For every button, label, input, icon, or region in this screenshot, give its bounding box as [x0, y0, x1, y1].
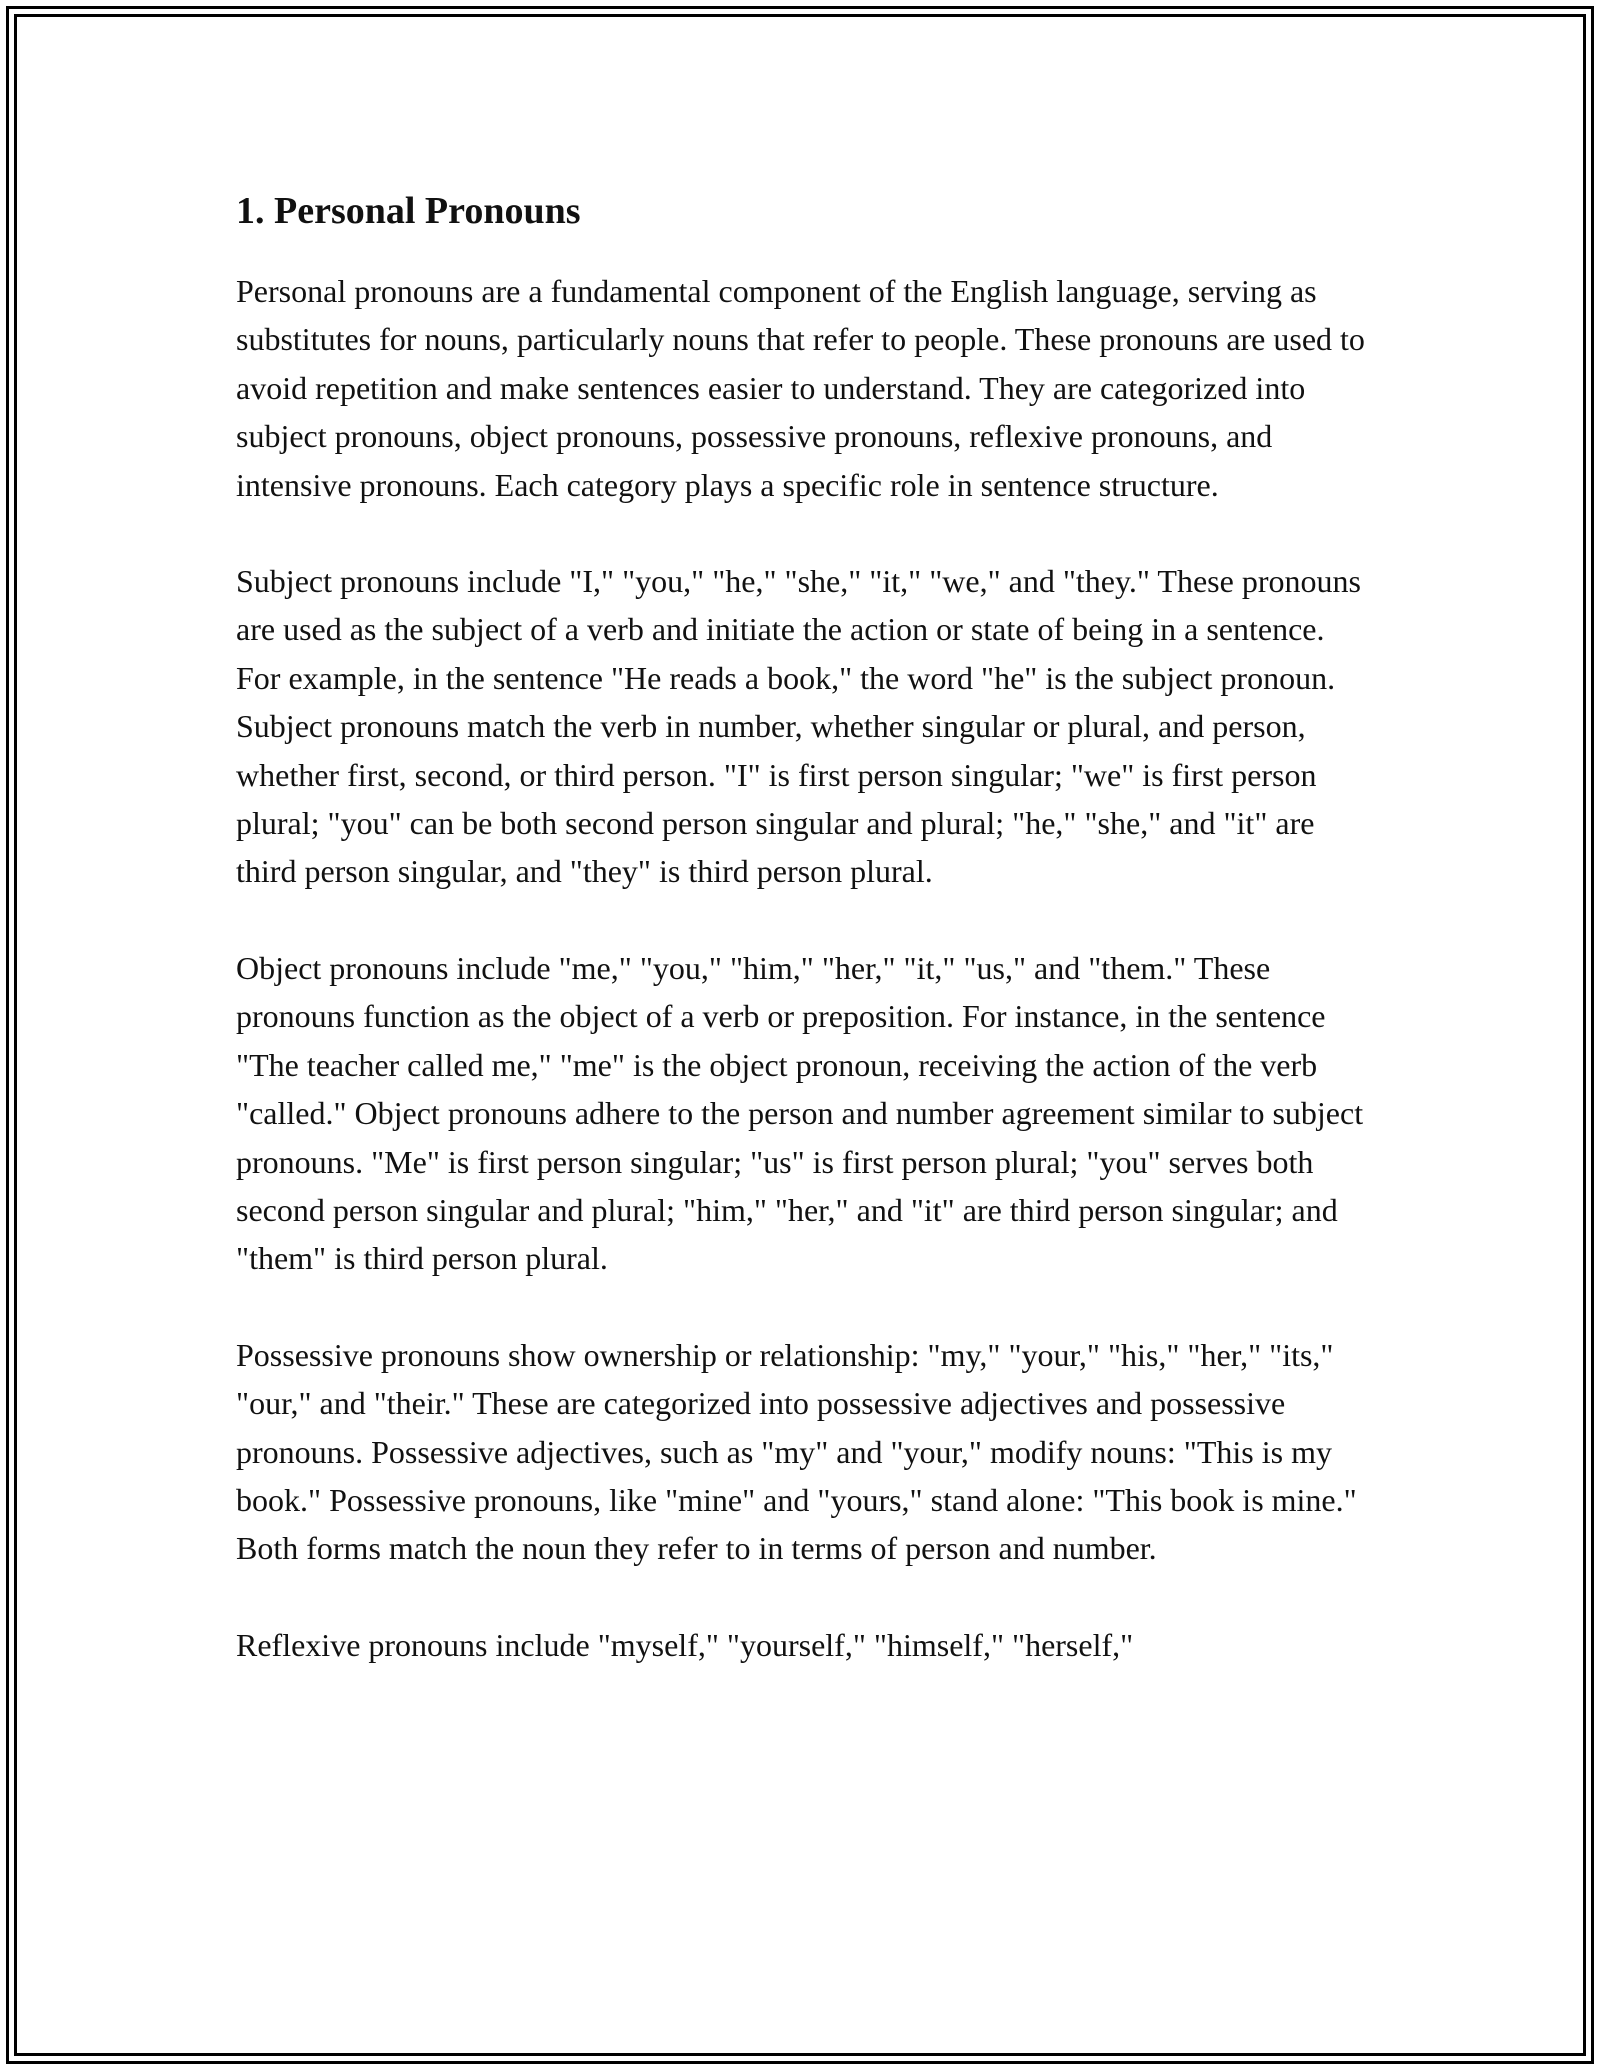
paragraph-reflexive-pronouns: Reflexive pronouns include "myself," "yourself," "himself," "herself,"	[236, 1626, 1134, 1663]
paragraph-intro: Personal pronouns are a fundamental component of the English language, serving as substitutes for nouns, particularly nouns that refer to people. These pronouns are used to avoid repetition and make sentences easier to understand. They are categorized into subject pronouns, object pronouns, possessive pronouns, reflexive pronouns, and intensive pronouns. Each category plays a specific role in sentence structure.	[236, 273, 1365, 503]
paragraph-possessive-pronouns: Possessive pronouns show ownership or relationship: "my," "your," "his," "her," "its," "our," and "their." These are categorized into possessive adjectives and possessive pronouns. Possessive adjectives, such as "my" and "your," modify nouns: "This is my book." Possessive pronouns, like "mine" and "yours," stand alone: "This book is mine." Both forms match the noun they refer to in terms of person and number.	[236, 1336, 1357, 1567]
document-page	[236, 186, 1366, 1717]
paragraph-subject-pronouns: Subject pronouns include "I," "you," "he," "she," "it," "we," and "they." These pronouns are used as the subject of a verb and initiate the action or state of being in a sentence. For example, in the sentence "He reads a book," the word "he" is the subject pronoun. Subject pronouns match the verb in number, whether singular or plural, and person, whether first, second, or third person. "I" is first person singular; "we" is first person plural; "you" can be both second person singular and plural; "he," "she," and "it" are third person singular, and "they" is third person plural.	[236, 563, 1361, 890]
paragraph-object-pronouns: Object pronouns include "me," "you," "him," "her," "it," "us," and "them." These pronouns function as the object of a verb or preposition. For instance, in the sentence "The teacher called me," "me" is the object pronoun, receiving the action of the verb "called." Object pronouns adhere to the person and number agreement similar to subject pronouns. "Me" is first person singular; "us" is first person plural; "you" serves both second person singular and plural; "him," "her," and "it" are third person singular; and "them" is third person plural.	[236, 949, 1364, 1277]
section-heading: 1. Personal Pronouns	[236, 190, 581, 232]
